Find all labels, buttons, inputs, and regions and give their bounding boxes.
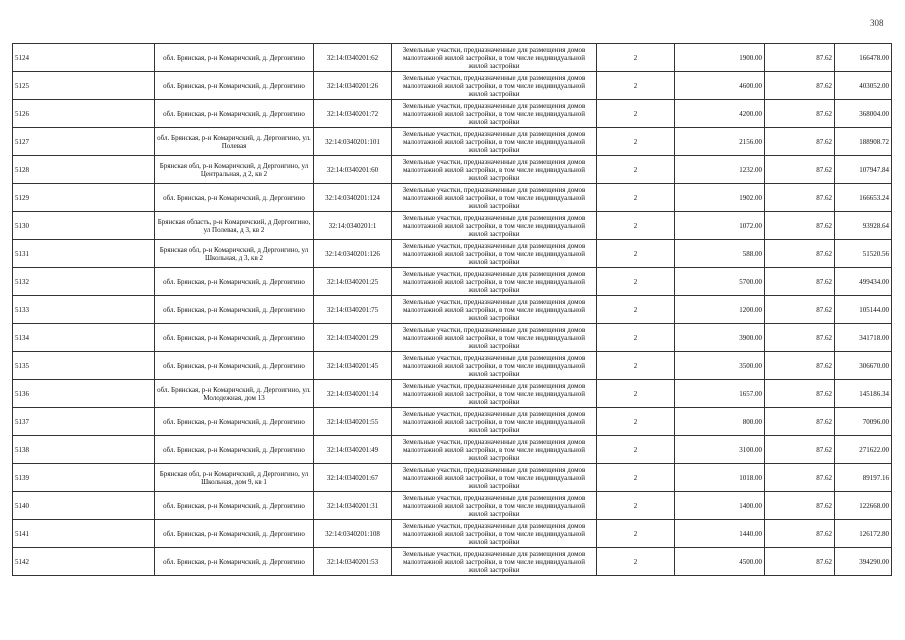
cadastral-value-cell: 188908.72 — [835, 128, 892, 156]
cadastral-number-cell: 32:14:0340201:108 — [314, 520, 392, 548]
area-cell: 4500.00 — [675, 548, 765, 576]
area-cell: 1900.00 — [675, 44, 765, 72]
address-cell: обл. Брянская, р-н Комаричский, д. Дергоигино — [155, 492, 314, 520]
address-cell: обл. Брянская, р-н Комаричский, д. Дергоигино — [155, 436, 314, 464]
cadastral-number-cell: 32:14:0340201:124 — [314, 184, 392, 212]
table-row — [13, 72, 892, 100]
row-number-cell: 5134 — [13, 324, 155, 352]
rate-cell: 87.62 — [765, 464, 835, 492]
land-use-description-cell: Земельные участки, предназначенные для размещения домов малоэтажной жилой застройки, в том числе индивидуальной жилой застройки — [392, 408, 597, 436]
cadastral-number-cell: 32:14:0340201:14 — [314, 380, 392, 408]
cadastral-value-cell: 70096.00 — [835, 408, 892, 436]
cadastral-number-cell: 32:14:0340201:26 — [314, 72, 392, 100]
land-use-description-cell: Земельные участки, предназначенные для размещения домов малоэтажной жилой застройки, в том числе индивидуальной жилой застройки — [392, 156, 597, 184]
table-row — [13, 128, 892, 156]
land-use-description-cell: Земельные участки, предназначенные для размещения домов малоэтажной жилой застройки, в том числе индивидуальной жилой застройки — [392, 324, 597, 352]
address-cell: обл. Брянская, р-н Комаричский, д. Дергоигино — [155, 184, 314, 212]
rate-cell: 87.62 — [765, 548, 835, 576]
area-cell: 1200.00 — [675, 296, 765, 324]
area-cell: 5700.00 — [675, 268, 765, 296]
page-number: 308 — [870, 18, 884, 28]
cadastral-value-cell: 107947.84 — [835, 156, 892, 184]
category-cell: 2 — [597, 100, 675, 128]
table-row — [13, 352, 892, 380]
land-use-description-cell: Земельные участки, предназначенные для размещения домов малоэтажной жилой застройки, в том числе индивидуальной жилой застройки — [392, 184, 597, 212]
land-use-description-cell: Земельные участки, предназначенные для размещения домов малоэтажной жилой застройки, в том числе индивидуальной жилой застройки — [392, 296, 597, 324]
category-cell: 2 — [597, 44, 675, 72]
address-cell: Брянская обл, р-н Комаричский, д Дергоигино, ул Центральная, д 2, кв 2 — [155, 156, 314, 184]
table-row — [13, 464, 892, 492]
rate-cell: 87.62 — [765, 492, 835, 520]
land-use-description-cell: Земельные участки, предназначенные для размещения домов малоэтажной жилой застройки, в том числе индивидуальной жилой застройки — [392, 548, 597, 576]
address-cell: Брянская обл, р-н Комаричский, д Дергоигино, ул Школьная, дом 9, кв 1 — [155, 464, 314, 492]
table-row — [13, 436, 892, 464]
category-cell: 2 — [597, 296, 675, 324]
cadastral-value-cell: 271622.00 — [835, 436, 892, 464]
table-row — [13, 268, 892, 296]
address-cell: обл. Брянская, р-н Комаричский, д. Дергоигино — [155, 44, 314, 72]
address-cell: обл. Брянская, р-н Комаричский, д. Дергоигино — [155, 100, 314, 128]
table-row — [13, 100, 892, 128]
land-use-description-cell: Земельные участки, предназначенные для размещения домов малоэтажной жилой застройки, в том числе индивидуальной жилой застройки — [392, 240, 597, 268]
address-cell: Брянская область, р-н Комаричский, д Дергоигино, ул Полевая, д 3, кв 2 — [155, 212, 314, 240]
rate-cell: 87.62 — [765, 184, 835, 212]
cadastral-value-cell: 93928.64 — [835, 212, 892, 240]
row-number-cell: 5124 — [13, 44, 155, 72]
cadastral-number-cell: 32:14:0340201:75 — [314, 296, 392, 324]
table-row — [13, 44, 892, 72]
rate-cell: 87.62 — [765, 44, 835, 72]
cadastral-number-cell: 32:14:0340201:55 — [314, 408, 392, 436]
row-number-cell: 5125 — [13, 72, 155, 100]
rate-cell: 87.62 — [765, 240, 835, 268]
category-cell: 2 — [597, 436, 675, 464]
category-cell: 2 — [597, 352, 675, 380]
rate-cell: 87.62 — [765, 100, 835, 128]
rate-cell: 87.62 — [765, 324, 835, 352]
table-row — [13, 324, 892, 352]
area-cell: 3900.00 — [675, 324, 765, 352]
area-cell: 3100.00 — [675, 436, 765, 464]
land-registry-table — [12, 43, 892, 576]
rate-cell: 87.62 — [765, 436, 835, 464]
land-use-description-cell: Земельные участки, предназначенные для размещения домов малоэтажной жилой застройки, в том числе индивидуальной жилой застройки — [392, 212, 597, 240]
row-number-cell: 5138 — [13, 436, 155, 464]
cadastral-number-cell: 32:14:0340201:53 — [314, 548, 392, 576]
table-row — [13, 184, 892, 212]
category-cell: 2 — [597, 268, 675, 296]
address-cell: обл. Брянская, р-н Комаричский, д. Дергоигино — [155, 548, 314, 576]
land-use-description-cell: Земельные участки, предназначенные для размещения домов малоэтажной жилой застройки, в том числе индивидуальной жилой застройки — [392, 352, 597, 380]
rate-cell: 87.62 — [765, 268, 835, 296]
cadastral-value-cell: 166653.24 — [835, 184, 892, 212]
cadastral-value-cell: 403052.00 — [835, 72, 892, 100]
cadastral-number-cell: 32:14:0340201:126 — [314, 240, 392, 268]
rate-cell: 87.62 — [765, 380, 835, 408]
cadastral-number-cell: 32:14:0340201:1 — [314, 212, 392, 240]
row-number-cell: 5139 — [13, 464, 155, 492]
address-cell: обл. Брянская, р-н Комаричский, д. Дергоигино — [155, 268, 314, 296]
address-cell: обл. Брянская, р-н Комаричский, д. Дергоигино, ул. Полевая — [155, 128, 314, 156]
table-row — [13, 548, 892, 576]
row-number-cell: 5142 — [13, 548, 155, 576]
area-cell: 1018.00 — [675, 464, 765, 492]
cadastral-number-cell: 32:14:0340201:62 — [314, 44, 392, 72]
area-cell: 588.00 — [675, 240, 765, 268]
category-cell: 2 — [597, 380, 675, 408]
table-row — [13, 240, 892, 268]
land-use-description-cell: Земельные участки, предназначенные для размещения домов малоэтажной жилой застройки, в том числе индивидуальной жилой застройки — [392, 436, 597, 464]
cadastral-value-cell: 306670.00 — [835, 352, 892, 380]
row-number-cell: 5129 — [13, 184, 155, 212]
table-row — [13, 408, 892, 436]
address-cell: обл. Брянская, р-н Комаричский, д. Дергоигино — [155, 408, 314, 436]
row-number-cell: 5136 — [13, 380, 155, 408]
category-cell: 2 — [597, 72, 675, 100]
row-number-cell: 5126 — [13, 100, 155, 128]
category-cell: 2 — [597, 464, 675, 492]
category-cell: 2 — [597, 184, 675, 212]
address-cell: обл. Брянская, р-н Комаричский, д. Дергоигино — [155, 296, 314, 324]
cadastral-number-cell: 32:14:0340201:60 — [314, 156, 392, 184]
cadastral-value-cell: 368004.00 — [835, 100, 892, 128]
land-use-description-cell: Земельные участки, предназначенные для размещения домов малоэтажной жилой застройки, в том числе индивидуальной жилой застройки — [392, 492, 597, 520]
table-row — [13, 380, 892, 408]
row-number-cell: 5135 — [13, 352, 155, 380]
row-number-cell: 5128 — [13, 156, 155, 184]
category-cell: 2 — [597, 212, 675, 240]
cadastral-value-cell: 105144.00 — [835, 296, 892, 324]
address-cell: обл. Брянская, р-н Комаричский, д. Дергоигино — [155, 520, 314, 548]
rate-cell: 87.62 — [765, 128, 835, 156]
cadastral-value-cell: 89197.16 — [835, 464, 892, 492]
category-cell: 2 — [597, 492, 675, 520]
land-use-description-cell: Земельные участки, предназначенные для размещения домов малоэтажной жилой застройки, в том числе индивидуальной жилой застройки — [392, 520, 597, 548]
cadastral-value-cell: 499434.00 — [835, 268, 892, 296]
cadastral-number-cell: 32:14:0340201:101 — [314, 128, 392, 156]
rate-cell: 87.62 — [765, 156, 835, 184]
category-cell: 2 — [597, 548, 675, 576]
cadastral-value-cell: 126172.80 — [835, 520, 892, 548]
land-use-description-cell: Земельные участки, предназначенные для размещения домов малоэтажной жилой застройки, в том числе индивидуальной жилой застройки — [392, 268, 597, 296]
land-use-description-cell: Земельные участки, предназначенные для размещения домов малоэтажной жилой застройки, в том числе индивидуальной жилой застройки — [392, 72, 597, 100]
row-number-cell: 5132 — [13, 268, 155, 296]
address-cell: Брянская обл, р-н Комаричский, д Дергоигино, ул Школьная, д 3, кв 2 — [155, 240, 314, 268]
row-number-cell: 5141 — [13, 520, 155, 548]
row-number-cell: 5140 — [13, 492, 155, 520]
cadastral-value-cell: 145186.34 — [835, 380, 892, 408]
land-use-description-cell: Земельные участки, предназначенные для размещения домов малоэтажной жилой застройки, в том числе индивидуальной жилой застройки — [392, 100, 597, 128]
cadastral-number-cell: 32:14:0340201:31 — [314, 492, 392, 520]
area-cell: 1440.00 — [675, 520, 765, 548]
address-cell: обл. Брянская, р-н Комаричский, д. Дергоигино — [155, 352, 314, 380]
cadastral-value-cell: 341718.00 — [835, 324, 892, 352]
table-row — [13, 520, 892, 548]
area-cell: 1400.00 — [675, 492, 765, 520]
area-cell: 1232.00 — [675, 156, 765, 184]
land-use-description-cell: Земельные участки, предназначенные для размещения домов малоэтажной жилой застройки, в том числе индивидуальной жилой застройки — [392, 380, 597, 408]
address-cell: обл. Брянская, р-н Комаричский, д. Дергоигино — [155, 72, 314, 100]
cadastral-value-cell: 51520.56 — [835, 240, 892, 268]
category-cell: 2 — [597, 520, 675, 548]
land-use-description-cell: Земельные участки, предназначенные для размещения домов малоэтажной жилой застройки, в том числе индивидуальной жилой застройки — [392, 464, 597, 492]
cadastral-number-cell: 32:14:0340201:45 — [314, 352, 392, 380]
cadastral-number-cell: 32:14:0340201:29 — [314, 324, 392, 352]
address-cell: обл. Брянская, р-н Комаричский, д. Дергоигино, ул. Молодежная, дом 13 — [155, 380, 314, 408]
category-cell: 2 — [597, 408, 675, 436]
rate-cell: 87.62 — [765, 408, 835, 436]
land-use-description-cell: Земельные участки, предназначенные для размещения домов малоэтажной жилой застройки, в том числе индивидуальной жилой застройки — [392, 128, 597, 156]
table-row — [13, 212, 892, 240]
cadastral-value-cell: 166478.00 — [835, 44, 892, 72]
area-cell: 800.00 — [675, 408, 765, 436]
table-row — [13, 156, 892, 184]
cadastral-value-cell: 394290.00 — [835, 548, 892, 576]
row-number-cell: 5137 — [13, 408, 155, 436]
cadastral-number-cell: 32:14:0340201:67 — [314, 464, 392, 492]
rate-cell: 87.62 — [765, 72, 835, 100]
area-cell: 4600.00 — [675, 72, 765, 100]
row-number-cell: 5133 — [13, 296, 155, 324]
table-row — [13, 492, 892, 520]
cadastral-value-cell: 122668.00 — [835, 492, 892, 520]
table-body — [13, 44, 892, 576]
cadastral-number-cell: 32:14:0340201:25 — [314, 268, 392, 296]
rate-cell: 87.62 — [765, 520, 835, 548]
rate-cell: 87.62 — [765, 296, 835, 324]
row-number-cell: 5127 — [13, 128, 155, 156]
area-cell: 2156.00 — [675, 128, 765, 156]
row-number-cell: 5131 — [13, 240, 155, 268]
rate-cell: 87.62 — [765, 352, 835, 380]
area-cell: 3500.00 — [675, 352, 765, 380]
category-cell: 2 — [597, 240, 675, 268]
category-cell: 2 — [597, 128, 675, 156]
table-row — [13, 296, 892, 324]
area-cell: 1902.00 — [675, 184, 765, 212]
land-use-description-cell: Земельные участки, предназначенные для размещения домов малоэтажной жилой застройки, в том числе индивидуальной жилой застройки — [392, 44, 597, 72]
category-cell: 2 — [597, 324, 675, 352]
rate-cell: 87.62 — [765, 212, 835, 240]
category-cell: 2 — [597, 156, 675, 184]
address-cell: обл. Брянская, р-н Комаричский, д. Дергоигино — [155, 324, 314, 352]
area-cell: 1072.00 — [675, 212, 765, 240]
cadastral-number-cell: 32:14:0340201:49 — [314, 436, 392, 464]
cadastral-number-cell: 32:14:0340201:72 — [314, 100, 392, 128]
area-cell: 1657.00 — [675, 380, 765, 408]
row-number-cell: 5130 — [13, 212, 155, 240]
area-cell: 4200.00 — [675, 100, 765, 128]
